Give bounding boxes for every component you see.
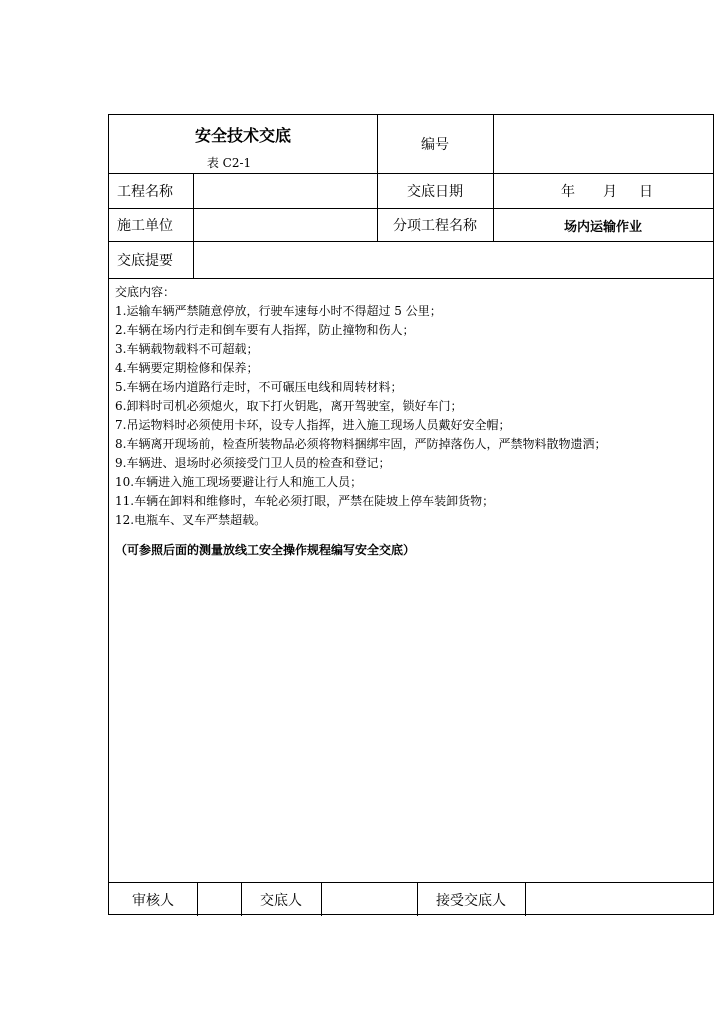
number-label: 编号: [421, 137, 449, 153]
unit-label: 施工单位: [117, 218, 173, 234]
content-item: 9.车辆进、退场时必须接受门卫人员的检查和登记；: [115, 456, 391, 470]
content-item: 8.车辆离开现场前，检查所装物品必须将物料捆绑牢固，严防掉落伤人，严禁物料散物遗洒；: [115, 437, 607, 451]
content-item: 7.吊运物料时必须使用卡环，设专人指挥，进入施工现场人员戴好安全帽；: [115, 418, 511, 432]
content-item: 12.电瓶车、叉车严禁超载。: [115, 513, 267, 527]
content-item: 4.车辆要定期检修和保养；: [115, 361, 259, 375]
form-code: 表 C2-1: [206, 156, 252, 170]
presenter-field[interactable]: [321, 883, 417, 916]
date-year: 年: [561, 184, 575, 200]
date-month: 月: [603, 184, 617, 200]
content-item: 1.运输车辆严禁随意停放，行驶车速每小时不得超过 5 公里；: [115, 304, 442, 318]
content-item: 3.车辆载物载料不可超载；: [115, 342, 259, 356]
reviewer-field[interactable]: [197, 883, 241, 916]
project-row: [109, 174, 713, 209]
content-item: 2.车辆在场内行走和倒车要有人指挥，防止撞物和伤人；: [115, 323, 415, 337]
presenter-label: 交底人: [260, 892, 302, 909]
subproject-value[interactable]: 场内运输作业: [563, 219, 642, 235]
subproject-label: 分项工程名称: [393, 218, 477, 234]
content-item: 10.车辆进入施工现场要避让行人和施工人员；: [115, 475, 363, 489]
content-item: 6.卸料时司机必须熄火，取下打火钥匙，离开驾驶室，锁好车门；: [115, 399, 463, 413]
content-note: （可参照后面的测量放线工安全操作规程编写安全交底）: [115, 543, 416, 557]
title-cell: [109, 115, 377, 173]
summary-label: 交底提要: [117, 253, 173, 269]
date-field[interactable]: [493, 174, 713, 208]
project-name-label: 工程名称: [117, 184, 173, 200]
summary-row: [109, 242, 713, 279]
number-field[interactable]: [493, 115, 713, 173]
receiver-label: 接受交底人: [436, 892, 506, 909]
project-name-field[interactable]: [193, 174, 377, 208]
summary-field[interactable]: [193, 242, 713, 278]
receiver-field[interactable]: [525, 883, 713, 916]
form-title: 安全技术交底: [194, 126, 291, 145]
unit-field[interactable]: [193, 209, 377, 241]
header-row: [109, 115, 713, 174]
signature-row: [109, 882, 713, 916]
date-day: 日: [639, 184, 653, 200]
safety-briefing-form: [108, 114, 714, 915]
briefing-content: [115, 283, 707, 560]
reviewer-label: 审核人: [132, 892, 174, 909]
content-item: 11.车辆在卸料和维修时，车轮必须打眼，严禁在陡坡上停车装卸货物；: [115, 494, 495, 508]
unit-row: [109, 209, 713, 242]
date-label: 交底日期: [407, 184, 463, 200]
content-item: 5.车辆在场内道路行走时，不可碾压电线和周转材料；: [115, 380, 403, 394]
content-heading: 交底内容：: [115, 285, 176, 299]
